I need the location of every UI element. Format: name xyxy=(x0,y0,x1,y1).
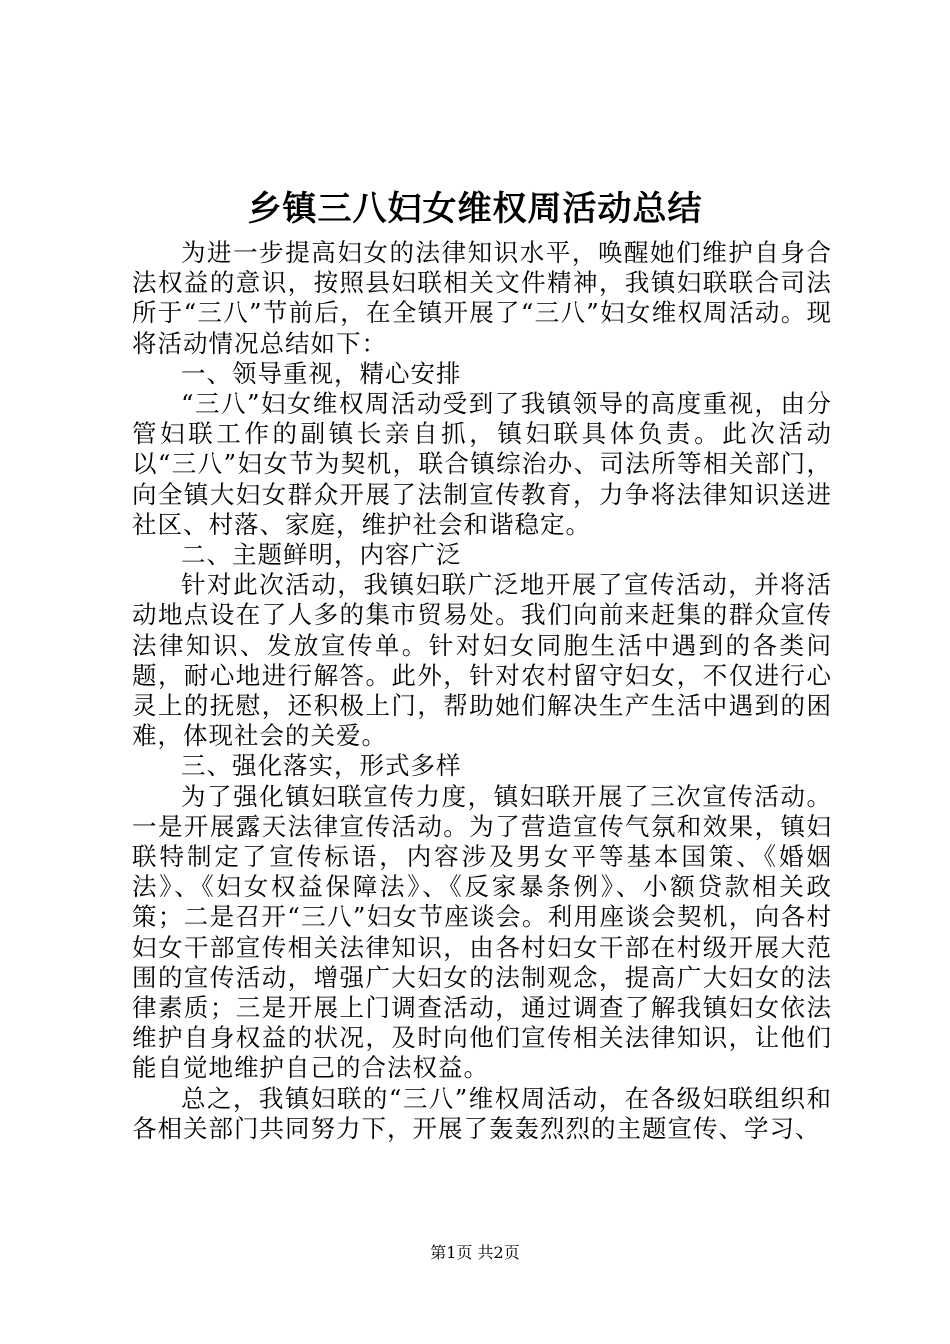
intro-paragraph: 为进一步提高妇女的法律知识水平，唤醒她们维护自身合法权益的意识，按照县妇联相关文件精神，我镇妇联联合司法所于“三八”节前后，在全镇开展了“三八”妇女维权周活动。现将活动情况总结如下： xyxy=(132,238,832,358)
conclusion-paragraph: 总之，我镇妇联的“三八”维权周活动，在各级妇联组织和各相关部门共同努力下，开展了轰轰烈烈的主题宣传、学习、 xyxy=(132,1083,832,1143)
section-2-paragraph: 针对此次活动，我镇妇联广泛地开展了宣传活动，并将活动地点设在了人多的集市贸易处。我们向前来赶集的群众宣传法律知识、发放宣传单。针对妇女同胞生活中遇到的各类问题，耐心地进行解答。此外，针对农村留守妇女，不仅进行心灵上的抚慰，还积极上门，帮助她们解决生产生活中遇到的困难，体现社会的关爱。 xyxy=(132,570,832,751)
section-heading-2: 二、主题鲜明，内容广泛 xyxy=(181,540,462,570)
section-1-paragraph: “三八”妇女维权周活动受到了我镇领导的高度重视，由分管妇联工作的副镇长亲自抓，镇妇联具体负责。此次活动以“三八”妇女节为契机，联合镇综治办、司法所等相关部门，向全镇大妇女群众开展了法制宣传教育，力争将法律知识送进社区、村落、家庭，维护社会和谐稳定。 xyxy=(132,389,832,539)
section-heading-3: 三、强化落实，形式多样 xyxy=(181,751,462,781)
document-body xyxy=(132,238,832,1144)
document-title: 乡镇三八妇女维权周活动总结 xyxy=(247,189,703,229)
section-3-paragraph: 为了强化镇妇联宣传力度，镇妇联开展了三次宣传活动。一是开展露天法律宣传活动。为了营造宣传气氛和效果，镇妇联特制定了宣传标语，内容涉及男女平等基本国策、《婚姻法》、《妇女权益保障法》、《反家暴条例》、小额贷款相关政策；二是召开“三八”妇女节座谈会。利用座谈会契机，向各村妇女干部宣传相关法律知识，由各村妇女干部在村级开展大范围的宣传活动，增强广大妇女的法制观念，提高广大妇女的法律素质；三是开展上门调查活动，通过调查了解我镇妇女依法维护自身权益的状况，及时向他们宣传相关法律知识，让他们能自觉地维护自己的合法权益。 xyxy=(132,781,832,1083)
section-heading-1: 一、领导重视，精心安排 xyxy=(181,358,462,388)
page-footer: 第1页 共2页 xyxy=(430,1243,520,1262)
